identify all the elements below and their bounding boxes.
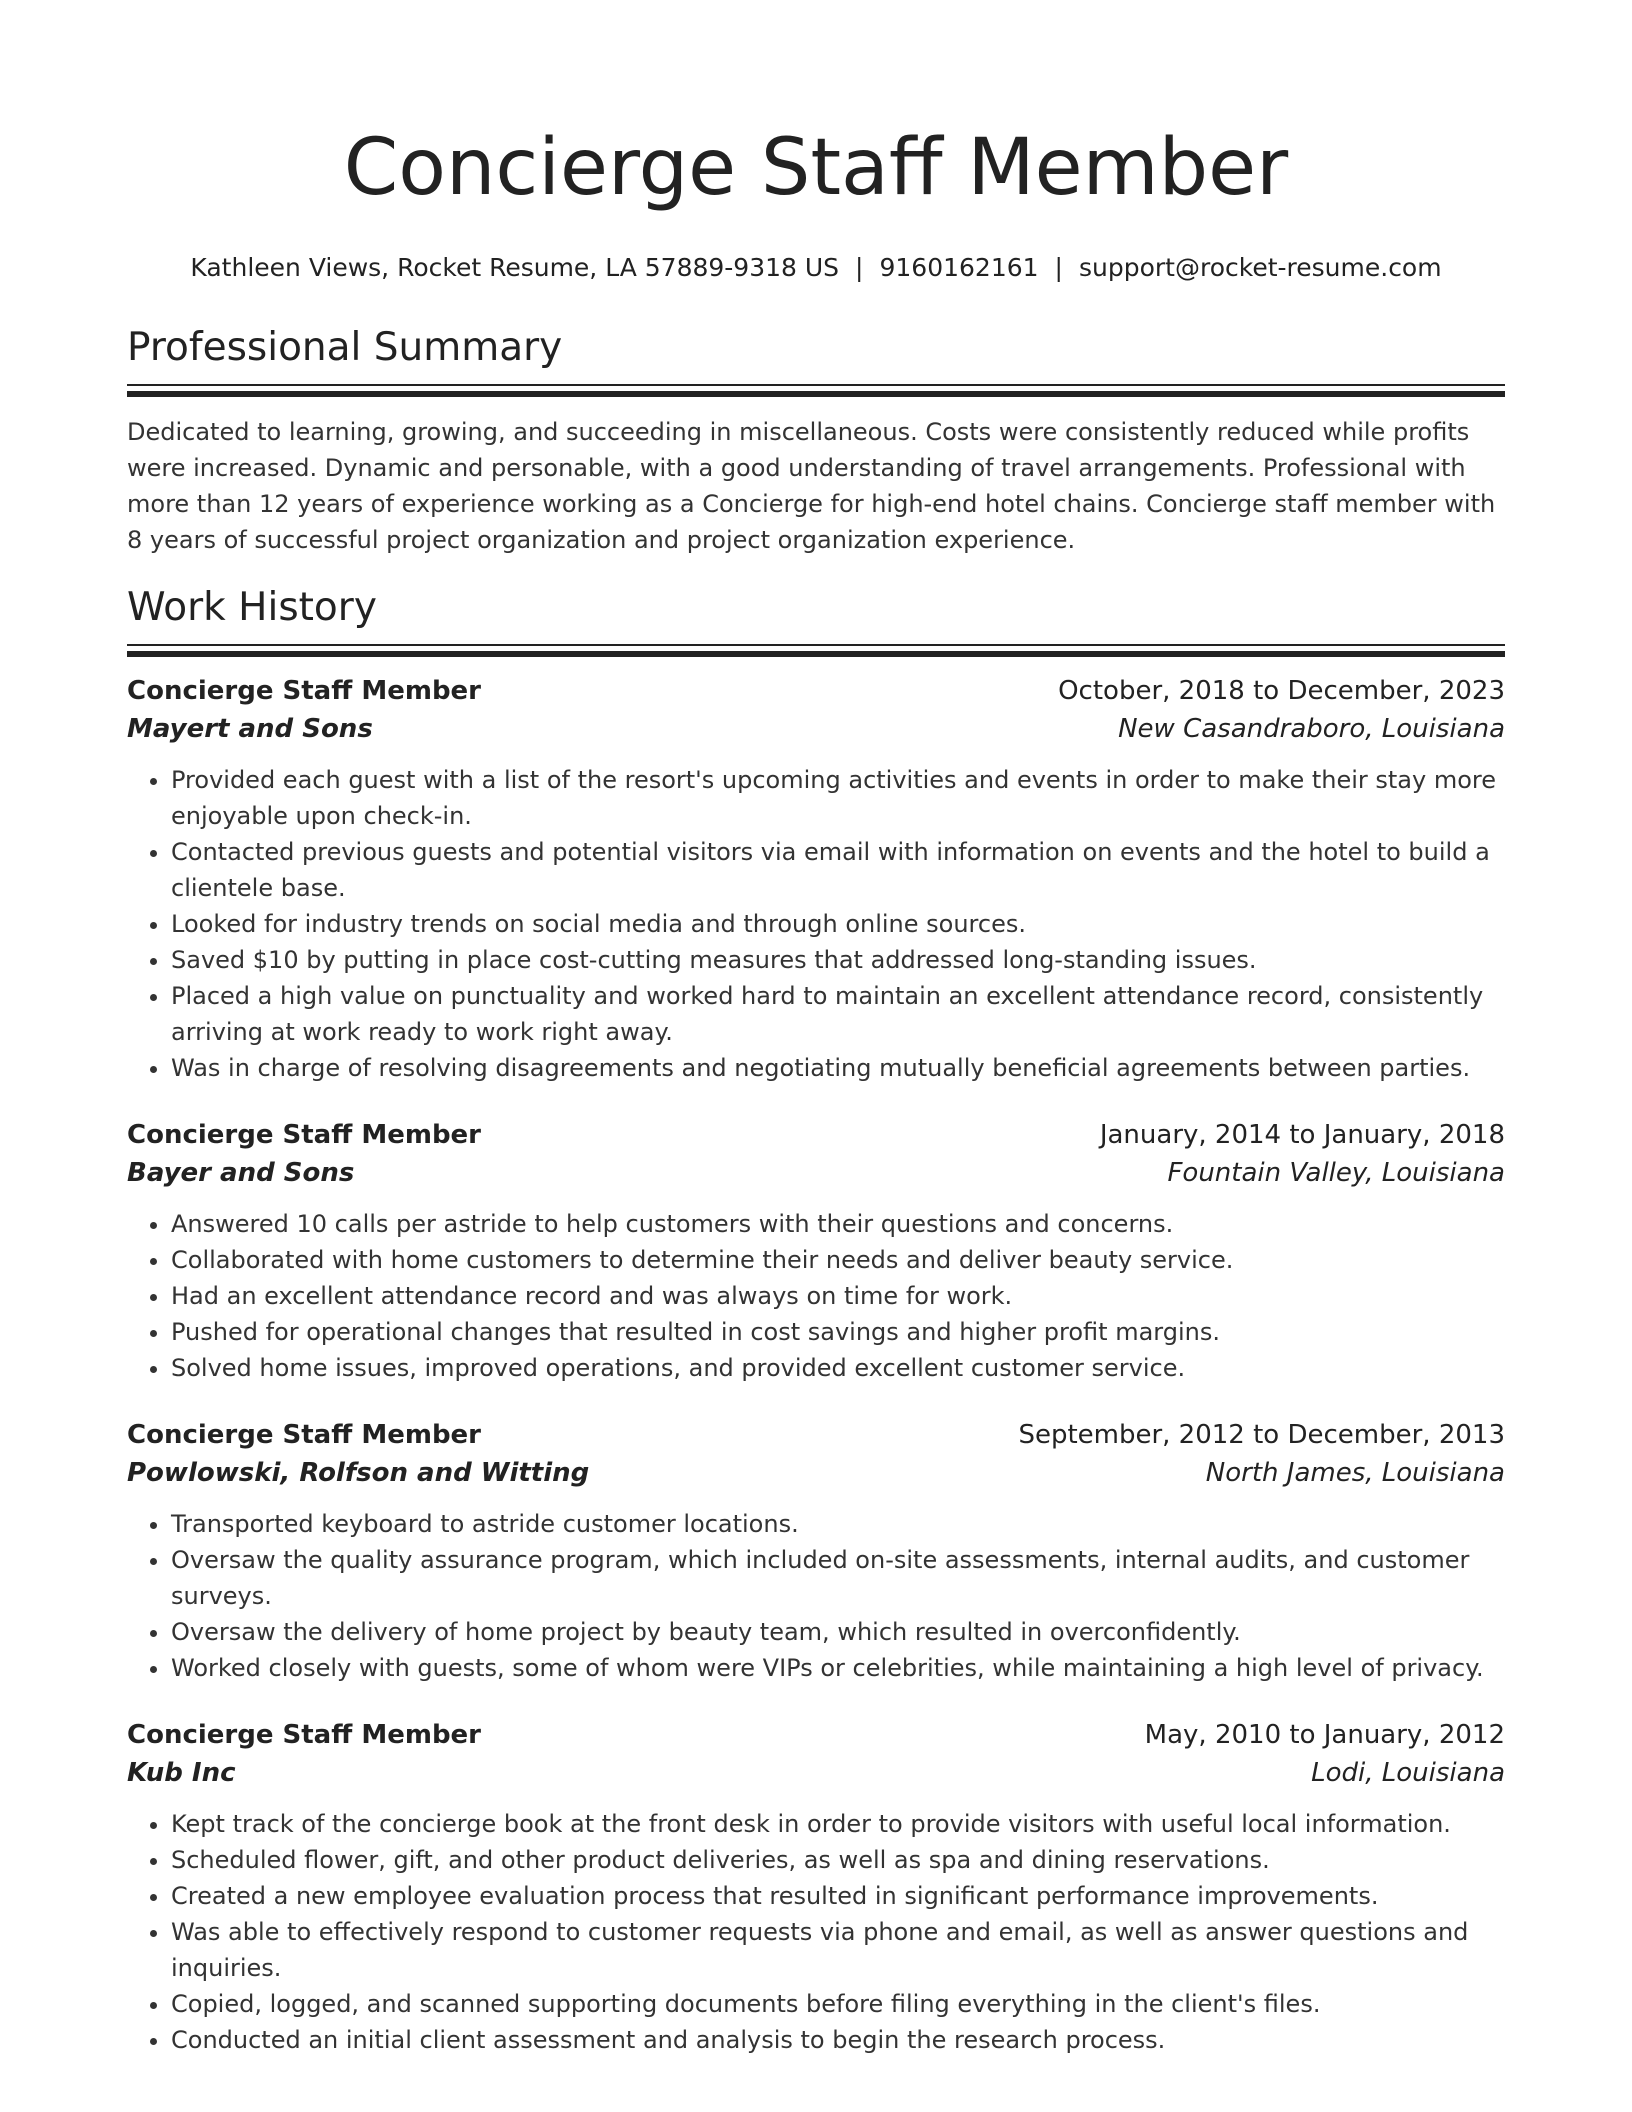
summary-heading: Professional Summary: [127, 325, 563, 370]
job-dates: September, 2012 to December, 2013: [1018, 1420, 1505, 1450]
job-header-row: [127, 1116, 1505, 1154]
job-header-row: [127, 1416, 1505, 1454]
job-bullet: • Was in charge of resolving disagreements and negotiating mutually beneficial agreements between parties.: [171, 1050, 1505, 1086]
contact-email[interactable]: support@rocket-resume.com: [1078, 253, 1442, 282]
job-company-row: [127, 1754, 1505, 1792]
job-title: Concierge Staff Member: [127, 1120, 482, 1150]
job-bullet: • Provided each guest with a list of the resort's upcoming activities and events in order to make their stay more enjoyable upon check-in.: [171, 762, 1505, 834]
job-header-row: [127, 1716, 1505, 1754]
job-bullet: • Worked closely with guests, some of whom were VIPs or celebrities, while maintaining a high level of privacy.: [171, 1650, 1505, 1686]
job-bullets: [127, 1806, 1505, 2058]
summary-text: Dedicated to learning, growing, and succeeding in miscellaneous. Costs were consistently reduced while profits were increased. Dynamic and personable, with a good understanding of travel arrangements. Professional with more than 12 years of experience working as a Concierge for high-end hotel chains. Concierge staff member with 8 years of successful project organization and project organization experience.: [127, 418, 1496, 554]
job-bullet: • Copied, logged, and scanned supporting documents before filing everything in the client's files.: [171, 1986, 1505, 2022]
job-title: Concierge Staff Member: [127, 1720, 482, 1750]
job-bullet: • Oversaw the quality assurance program, which included on-site assessments, internal audits, and customer surveys.: [171, 1542, 1505, 1614]
job-bullet: • Created a new employee evaluation process that resulted in significant performance improvements.: [171, 1878, 1505, 1914]
job-company-row: [127, 1454, 1505, 1492]
resume-title: Concierge Staff Member: [343, 123, 1289, 213]
job-location: Fountain Valley, Louisiana: [1167, 1158, 1505, 1188]
job-bullet: • Looked for industry trends on social media and through online sources.: [171, 906, 1505, 942]
job-company: Bayer and Sons: [127, 1158, 355, 1188]
job-bullets: [127, 762, 1505, 1086]
job-bullet: • Oversaw the delivery of home project by beauty team, which resulted in overconfidently.: [171, 1614, 1505, 1650]
job-location: New Casandraboro, Louisiana: [1118, 714, 1505, 744]
job-bullet: • Conducted an initial client assessment and analysis to begin the research process.: [171, 2022, 1505, 2058]
job-bullet: • Scheduled flower, gift, and other product deliveries, as well as spa and dining reservations.: [171, 1842, 1505, 1878]
work-history-heading: Work History: [127, 585, 377, 630]
job-company: Powlowski, Rolfson and Witting: [127, 1458, 590, 1488]
job-bullet: • Kept track of the concierge book at the front desk in order to provide visitors with useful local information.: [171, 1806, 1505, 1842]
job-company-row: [127, 710, 1505, 748]
job-location: Lodi, Louisiana: [1311, 1758, 1505, 1788]
job-title: Concierge Staff Member: [127, 1420, 482, 1450]
job-entry: [127, 1416, 1505, 1686]
job-company-row: [127, 1154, 1505, 1192]
job-location: North James, Louisiana: [1205, 1458, 1505, 1488]
job-bullet: • Was able to effectively respond to customer requests via phone and email, as well as answer questions and inquiries.: [171, 1914, 1505, 1986]
job-dates: October, 2018 to December, 2023: [1058, 676, 1505, 706]
job-bullet: • Transported keyboard to astride customer locations.: [171, 1506, 1505, 1542]
contact-line: [127, 252, 1505, 284]
job-entry: [127, 1716, 1505, 2058]
contact-separator: |: [855, 253, 864, 282]
job-dates: May, 2010 to January, 2012: [1144, 1720, 1505, 1750]
job-bullet: • Answered 10 calls per astride to help customers with their questions and concerns.: [171, 1206, 1505, 1242]
job-bullet: • Placed a high value on punctuality and worked hard to maintain an excellent attendance record, consistently arriving at work ready to work right away.: [171, 978, 1505, 1050]
section-divider: [127, 644, 1505, 658]
job-entry: [127, 672, 1505, 1086]
job-company: Mayert and Sons: [127, 714, 373, 744]
job-bullets: [127, 1506, 1505, 1686]
job-company: Kub Inc: [127, 1758, 236, 1788]
job-bullet: • Pushed for operational changes that resulted in cost savings and higher profit margins.: [171, 1314, 1505, 1350]
section-divider: [127, 384, 1505, 398]
job-entry: [127, 1116, 1505, 1386]
job-bullet: • Had an excellent attendance record and was always on time for work.: [171, 1278, 1505, 1314]
job-title: Concierge Staff Member: [127, 676, 482, 706]
job-bullet: • Solved home issues, improved operations, and provided excellent customer service.: [171, 1350, 1505, 1386]
contact-phone[interactable]: 9160162161: [879, 253, 1039, 282]
contact-address: Kathleen Views, Rocket Resume, LA 57889-9318 US: [190, 253, 840, 282]
job-bullets: [127, 1206, 1505, 1386]
job-bullet: • Contacted previous guests and potential visitors via email with information on events and the hotel to build a clientele base.: [171, 834, 1505, 906]
job-dates: January, 2014 to January, 2018: [1099, 1120, 1505, 1150]
job-bullet: • Collaborated with home customers to determine their needs and deliver beauty service.: [171, 1242, 1505, 1278]
job-header-row: [127, 672, 1505, 710]
job-bullet: • Saved $10 by putting in place cost-cutting measures that addressed long-standing issues.: [171, 942, 1505, 978]
contact-separator: |: [1054, 253, 1063, 282]
